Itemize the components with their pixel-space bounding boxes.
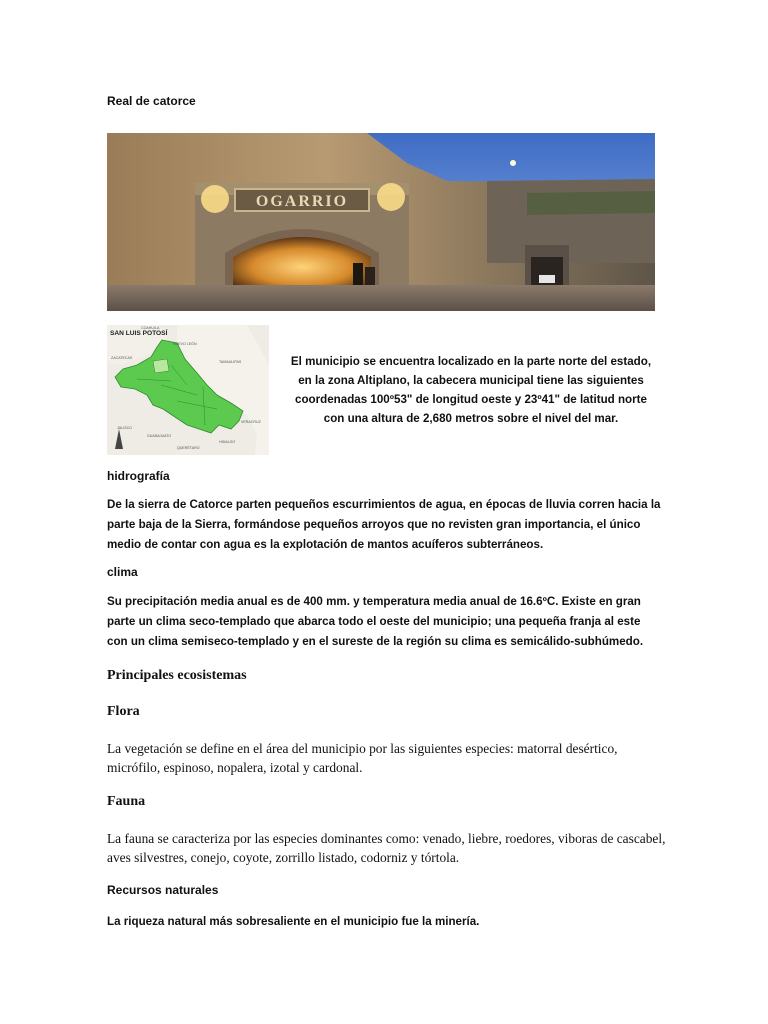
map-label-guanajuato: GUANAJUATO [147, 434, 172, 438]
heading-fauna: Fauna [107, 794, 146, 809]
heading-ecosistemas: Principales ecosistemas [107, 668, 247, 683]
map-label-zacatecas: ZACATECAS [111, 356, 133, 360]
location-description: El municipio se encuentra localizado en la parte norte del estado, en la zona Altiplano, la cabecera municipal tiene las siguientes coordenadas 100º53" de longitud oeste y 23º41" de latitud norte con una altura de 2,680 metros sobre el nivel del mar. [290, 355, 652, 425]
san-luis-potosi-map [107, 325, 269, 455]
map-label-veracruz: VERACRUZ [241, 420, 261, 424]
map-label-queretaro: QUERÉTARO [177, 446, 200, 450]
paragraph-hidrografia: De la sierra de Catorce parten pequeños escurrimientos de agua, en épocas de lluvia corren hacia la parte baja de la Sierra, formándose pequeños arroyos que no revisten gran importancia, el único medio de contar con agua es la explotación de mantos acuíferos subterráneos. [107, 498, 661, 551]
map-label-nuevo-leon: NUEVO LEÓN [173, 342, 197, 346]
heading-clima: clima [107, 565, 138, 579]
heading-recursos-naturales: Recursos naturales [107, 883, 219, 897]
tunnel-sign: OGARRIO [255, 193, 349, 210]
map-label-coahuila: COAHUILA [141, 326, 160, 330]
map-label-hidalgo: HIDALGO [219, 440, 236, 444]
paragraph-clima: Su precipitación media anual es de 400 mm. y temperatura media anual de 16.6ºC. Existe en gran parte un clima seco-templado que abarca todo el oeste del municipio; una pequeña franja al este con un clima semiseco-templado y en el sureste de la región su clima es semicálido-subhúmedo. [107, 595, 644, 648]
map-label-jalisco: JALISCO [117, 426, 132, 430]
paragraph-flora: La vegetación se define en el área del municipio por las siguientes especies: matorral desértico, micrófilo, espinoso, nopalera, izotal y cardonal. [107, 741, 618, 775]
page-title: Real de catorce [107, 94, 196, 108]
map-label-tamaulipas: TAMAULIPAS [219, 360, 242, 364]
map-label-state: SAN LUIS POTOSÍ [110, 330, 168, 337]
paragraph-fauna: La fauna se caracteriza por las especies dominantes como: venado, liebre, roedores, viboras de cascabel, aves silvestres, conejo, coyote, zorrillo listado, codorniz y tórtola. [107, 831, 666, 865]
heading-hidrografia: hidrografía [107, 469, 170, 483]
ogarrio-tunnel-photo [107, 133, 655, 311]
heading-flora: Flora [107, 704, 140, 719]
paragraph-recursos-naturales: La riqueza natural más sobresaliente en el municipio fue la minería. [107, 915, 480, 928]
